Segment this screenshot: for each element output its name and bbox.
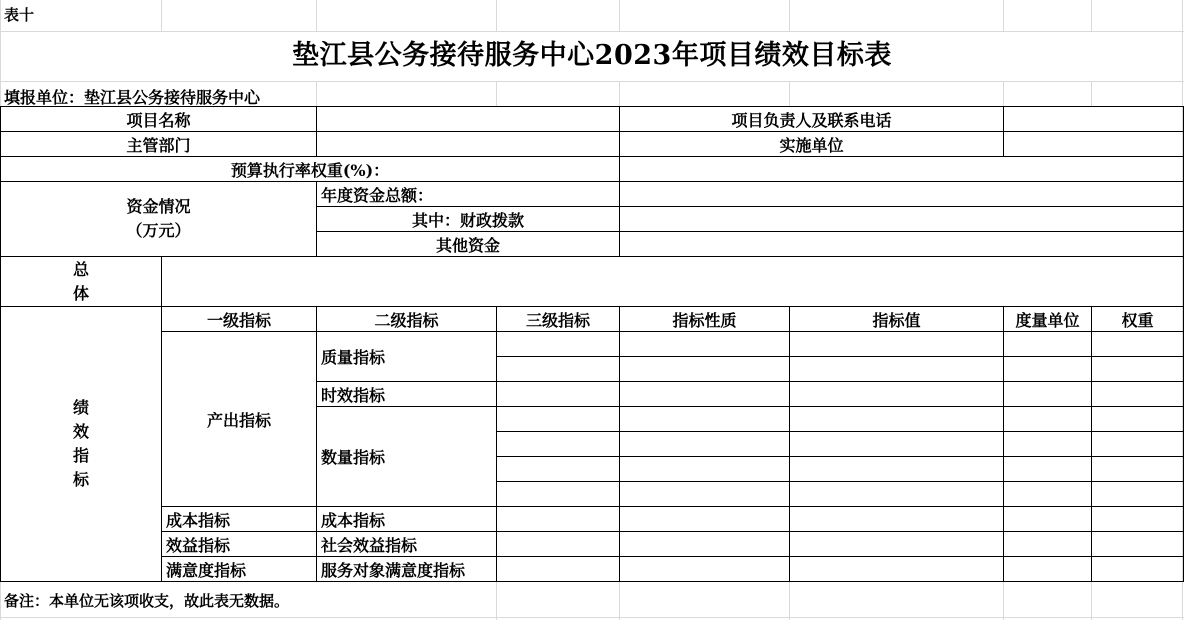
gridline: [619, 81, 620, 106]
page-title: 垫江县公务接待服务中心2023年项目绩效目标表: [292, 40, 892, 71]
table-cell[interactable]: [497, 407, 620, 432]
table-cell[interactable]: [620, 482, 790, 507]
table-cell[interactable]: [790, 482, 1004, 507]
table-cell[interactable]: [620, 407, 790, 432]
gridline: [789, 582, 790, 620]
department-label: 主管部门: [1, 132, 317, 157]
table-cell[interactable]: [620, 432, 790, 457]
gridline: [619, 0, 620, 32]
table-cell[interactable]: [1004, 557, 1092, 582]
table-cell[interactable]: [620, 357, 790, 382]
side-char: 绩: [72, 398, 89, 417]
satisfaction-indicator-level1: 满意度指标: [162, 557, 317, 582]
table-number-label: 表十: [4, 6, 35, 24]
table-cell[interactable]: [1092, 432, 1184, 457]
department-value[interactable]: [317, 132, 620, 157]
header-level3: 三级指标: [497, 307, 620, 332]
quality-indicator: 质量指标: [317, 332, 497, 382]
gridline: [789, 81, 790, 106]
header-weight: 权重: [1092, 307, 1184, 332]
overall-goal-char: 体: [72, 283, 89, 303]
table-cell[interactable]: [620, 332, 790, 357]
output-indicator: 产出指标: [162, 332, 317, 507]
table-cell[interactable]: [1092, 457, 1184, 482]
overall-goal-value[interactable]: [162, 257, 1184, 307]
side-char: 指: [72, 446, 89, 465]
table-cell[interactable]: [497, 332, 620, 357]
project-leader-value[interactable]: [1004, 107, 1184, 132]
benefit-indicator-level1: 效益指标: [162, 532, 317, 557]
overall-goal-char: 总: [72, 259, 89, 279]
header-unit: 度量单位: [1004, 307, 1092, 332]
gridline: [1003, 81, 1004, 106]
side-char: 标: [72, 470, 89, 489]
table-cell[interactable]: [790, 357, 1004, 382]
table-cell[interactable]: [790, 457, 1004, 482]
project-name-label: 项目名称: [1, 107, 317, 132]
project-leader-label: 项目负责人及联系电话: [620, 107, 1004, 132]
fiscal-appropriation-label: 其中：财政拨款: [317, 207, 620, 232]
table-cell[interactable]: [1004, 532, 1092, 557]
table-cell[interactable]: [1004, 507, 1092, 532]
table-cell[interactable]: [1004, 357, 1092, 382]
table-cell[interactable]: [1004, 332, 1092, 357]
cost-indicator-level2: 成本指标: [317, 507, 497, 532]
table-cell[interactable]: [1092, 482, 1184, 507]
header-value: 指标值: [790, 307, 1004, 332]
table-cell[interactable]: [790, 332, 1004, 357]
table-cell[interactable]: [1092, 332, 1184, 357]
project-name-value[interactable]: [317, 107, 620, 132]
timeliness-indicator: 时效指标: [317, 382, 497, 407]
gridline: [161, 0, 162, 32]
table-cell[interactable]: [620, 457, 790, 482]
side-char: 效: [72, 422, 89, 441]
other-funds-value[interactable]: [620, 232, 1184, 257]
table-cell[interactable]: [790, 432, 1004, 457]
gridline: [316, 81, 317, 106]
table-cell[interactable]: [1004, 457, 1092, 482]
quantity-indicator: 数量指标: [317, 407, 497, 507]
table-cell[interactable]: [497, 482, 620, 507]
table-cell[interactable]: [620, 507, 790, 532]
table-cell[interactable]: [620, 382, 790, 407]
table-cell[interactable]: [790, 507, 1004, 532]
header-level1: 一级指标: [162, 307, 317, 332]
benefit-indicator-level2: 社会效益指标: [317, 532, 497, 557]
table-cell[interactable]: [497, 557, 620, 582]
table-cell[interactable]: [497, 382, 620, 407]
gridline: [1003, 582, 1004, 620]
gridline: [1003, 0, 1004, 32]
table-cell[interactable]: [497, 357, 620, 382]
gridline: [1091, 81, 1092, 106]
table-cell[interactable]: [1004, 382, 1092, 407]
gridline: [789, 0, 790, 32]
performance-table: [0, 106, 1184, 582]
table-cell[interactable]: [790, 557, 1004, 582]
overall-goal-label: [1, 257, 162, 307]
satisfaction-indicator-level2: 服务对象满意度指标: [317, 557, 497, 582]
gridline: [619, 582, 620, 620]
other-funds-label: 其他资金: [317, 232, 620, 257]
fund-status-label: [1, 182, 317, 257]
annual-total-value[interactable]: [620, 182, 1184, 207]
table-cell[interactable]: [497, 457, 620, 482]
fund-status-line: 资金情况: [126, 197, 191, 216]
fiscal-appropriation-value[interactable]: [620, 207, 1184, 232]
table-cell[interactable]: [497, 432, 620, 457]
performance-indicators-label: [1, 307, 162, 582]
gridline: [496, 0, 497, 32]
table-cell[interactable]: [620, 557, 790, 582]
implementing-unit-value[interactable]: [1004, 132, 1184, 157]
gridline: [496, 81, 497, 106]
gridline: [1091, 582, 1092, 620]
table-cell[interactable]: [790, 407, 1004, 432]
table-cell[interactable]: [1092, 407, 1184, 432]
gridline: [0, 617, 1184, 618]
fund-status-unit: （万元）: [126, 221, 191, 240]
footnote: 备注：本单位无该项收支，故此表无数据。: [4, 592, 290, 610]
reporting-unit: 填报单位：垫江县公务接待服务中心: [4, 88, 261, 107]
table-cell[interactable]: [1092, 382, 1184, 407]
gridline: [0, 81, 1184, 82]
table-cell[interactable]: [1092, 357, 1184, 382]
table-cell[interactable]: [790, 382, 1004, 407]
budget-weight-label: 预算执行率权重(%)：: [1, 157, 620, 182]
table-cell[interactable]: [620, 532, 790, 557]
table-cell[interactable]: [1092, 557, 1184, 582]
table-cell[interactable]: [1092, 532, 1184, 557]
table-cell[interactable]: [1092, 507, 1184, 532]
table-cell[interactable]: [1004, 432, 1092, 457]
table-cell[interactable]: [497, 507, 620, 532]
annual-total-label: 年度资金总额：: [317, 182, 620, 207]
table-cell[interactable]: [1004, 407, 1092, 432]
table-cell[interactable]: [1004, 482, 1092, 507]
budget-weight-value[interactable]: [620, 157, 1184, 182]
table-cell[interactable]: [497, 532, 620, 557]
gridline: [316, 0, 317, 32]
gridline: [1091, 0, 1092, 32]
implementing-unit-label: 实施单位: [620, 132, 1004, 157]
header-nature: 指标性质: [620, 307, 790, 332]
header-level2: 二级指标: [317, 307, 497, 332]
cost-indicator-level1: 成本指标: [162, 507, 317, 532]
gridline: [496, 582, 497, 620]
table-cell[interactable]: [790, 532, 1004, 557]
